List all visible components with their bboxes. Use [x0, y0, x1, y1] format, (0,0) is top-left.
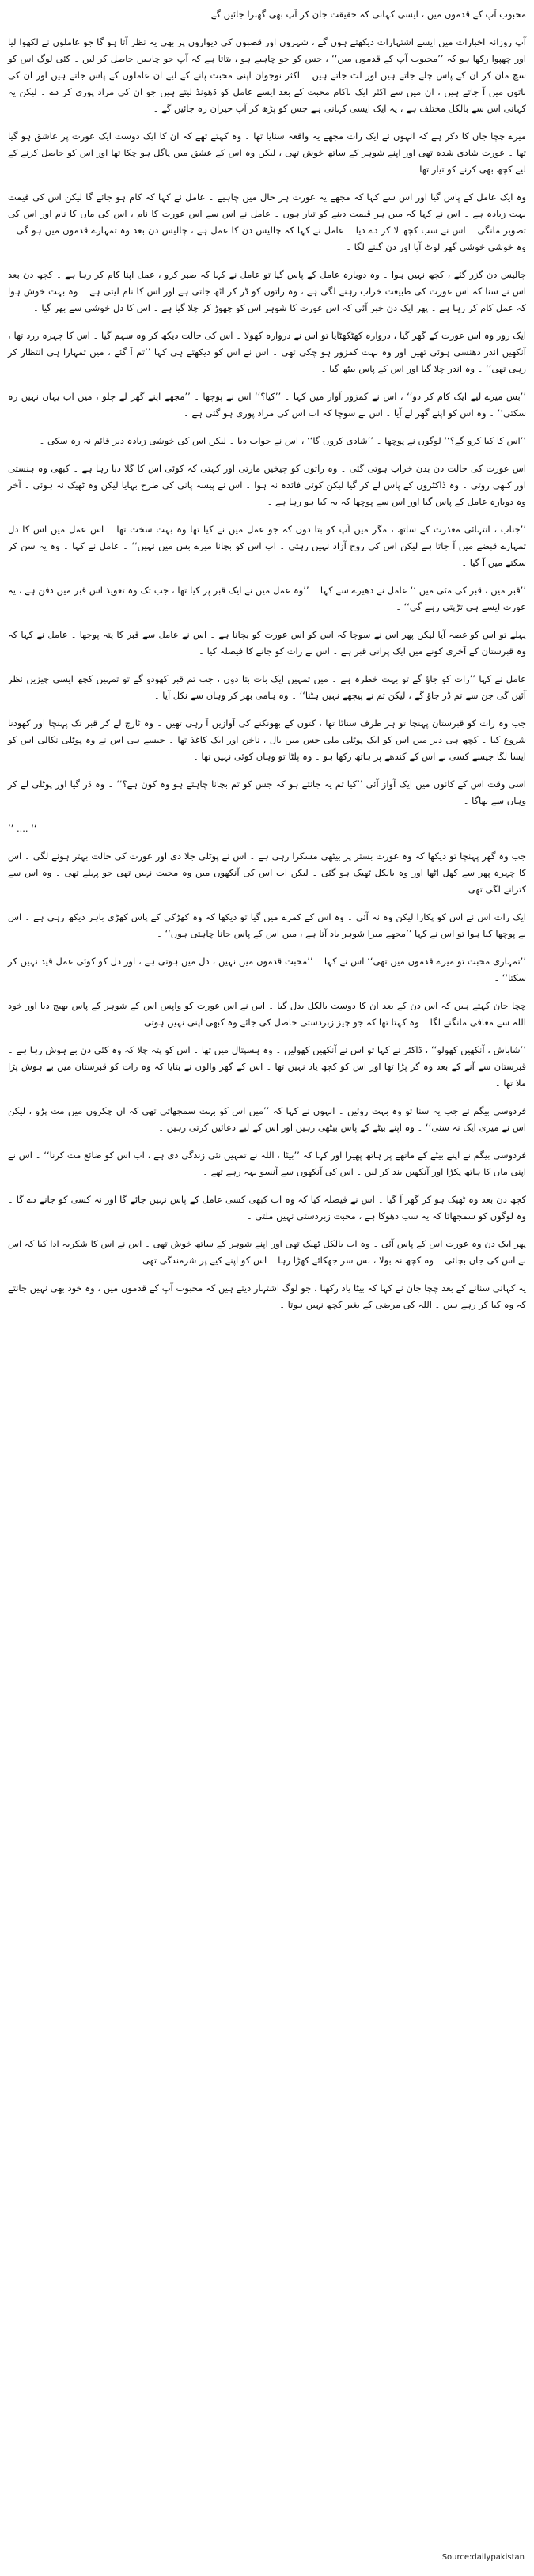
headline: محبوب آپ کے قدموں میں ، ایسی کہانی کہ حقیقت جان کر آپ بھی گھبرا جائیں گے — [210, 9, 526, 20]
source-credit: Source:dailypakistan — [441, 2553, 525, 2562]
paragraph: ’’بس میرے لیے ایک کام کر دو‘‘ ، اس نے کمزور آواز میں کہا ۔ ’’کیا؟‘‘ اس نے پوچھا ۔ ’’مجھے اپنے گھر لے چلو ، میں اب یہاں نہیں رہ سکتی‘‘ ۔ وہ اس کو اپنے گھر لے آیا ۔ اس نے سوچا کہ اب اس کی مراد پوری ہو گئی ہے ۔ — [8, 391, 526, 419]
paragraph: ’’تمہاری محبت تو میرے قدموں میں تھی‘‘ اس نے کہا ۔ ’’محبت قدموں میں نہیں ، دل میں ہوتی ہے ، اور دل کو کوئی عمل قید نہیں کر سکتا‘‘ ۔ — [8, 956, 526, 983]
paragraph: اس عورت کی حالت دن بدن خراب ہوتی گئی ۔ وہ راتوں کو چیخیں مارتی اور کہتی کہ کوئی اس کا گلا دبا رہا ہے ۔ کبھی وہ ہنستی اور کبھی روتی ۔ وہ ڈاکٹروں کے پاس لے کر گیا لیکن کوئی فائدہ نہ ہوا ۔ اس نے پیسہ پانی کی طرح بہایا لیکن وہ ٹھیک نہ ہوئی ۔ آخر وہ دوبارہ عامل کے پاس گیا اور اس سے پوچھا کہ یہ کیا ہو رہا ہے ۔ — [8, 463, 526, 507]
paragraph: عامل نے کہا ’’رات کو جاؤ گے تو بہت خطرہ ہے ۔ میں تمہیں ایک بات بتا دوں ، جب تم قبر کھودو گے تو تمہیں کچھ ایسی چیزیں نظر آئیں گی جن سے تم ڈر جاؤ گے ، لیکن تم نے پیچھے نہیں ہٹنا‘‘ ۔ وہ ہامی بھر کر وہاں سے نکل آیا ۔ — [8, 673, 526, 701]
paragraph: ’’جناب ، انتہائی معذرت کے ساتھ ، مگر میں آپ کو بتا دوں کہ جو عمل میں نے کیا تھا وہ بہت سخت تھا ۔ اس عمل میں اس کا دل تمہارے قبضے میں آ جاتا ہے لیکن اس کی روح آزاد نہیں رہتی ۔ اب اس کو بچانا میرے بس میں نہیں‘‘ ۔ عامل نے کہا ۔ وہ یہ سن کر سکتے میں آ گیا ۔ — [8, 524, 526, 568]
paragraph: ’’اس کا کیا کرو گے؟‘‘ لوگوں نے پوچھا ۔ ’’شادی کروں گا‘‘ ، اس نے جواب دیا ۔ لیکن اس کی خوشی زیادہ دیر قائم نہ رہ سکی ۔ — [39, 435, 526, 446]
paragraph: اسی وقت اس کے کانوں میں ایک آواز آئی ’’کیا تم یہ جانتے ہو کہ جس کو تم بچانا چاہتے ہو وہ کون ہے؟‘‘ ۔ وہ ڈر گیا اور پوٹلی لے کر وہاں سے بھاگا ۔ — [8, 778, 526, 806]
paragraph: آپ روزانہ اخبارات میں ایسے اشتہارات دیکھتے ہوں گے ، شہروں اور قصبوں کی دیواروں پر بھی یہ نظر آتا ہو گا جو عاملوں نے لکھوا لیا اور چھپوا رکھا ہو کہ ’’محبوب آپ کے قدموں میں‘‘ ، جس کو جو چاہیے ہو ، بتاتا ہے کہ آپ جو چاہیں حاصل کر لیں ۔ کئی لوگ اس کو سچ مان کر ان کے پاس چلے جاتے ہیں اور لٹ جاتے ہیں ۔ اکثر نوجوان اپنی محبت پانے کے لیے ان عاملوں کے پاس جاتے ہیں اور ان کی باتوں میں آ جاتے ہیں ، ان میں سے اکثر ایک ناکام محبت کے بعد ایسے عامل کو ڈھونڈ لیتے ہیں جو ان کی مراد پوری کر دے ۔ لیکن یہ کہانی اس سے بالکل مختلف ہے ، یہ ایک ایسی کہانی ہے جس کو پڑھ کر آپ حیران رہ جائیں گے ۔ — [8, 36, 526, 114]
paragraph: کچھ دن بعد وہ ٹھیک ہو کر گھر آ گیا ۔ اس نے فیصلہ کیا کہ وہ اب کبھی کسی عامل کے پاس نہیں جائے گا اور نہ کسی کو جانے دے گا ۔ وہ لوگوں کو سمجھاتا کہ یہ سب دھوکا ہے ، محبت زبردستی نہیں ملتی ۔ — [8, 1194, 526, 1222]
paragraph: ایک رات اس نے اس کو پکارا لیکن وہ نہ آئی ۔ وہ اس کے کمرے میں گیا تو دیکھا کہ وہ کھڑکی کے پاس کھڑی باہر دیکھ رہی ہے ۔ اس نے پوچھا کیا ہوا تو اس نے کہا ’’مجھے میرا شوہر یاد آتا ہے ، میں اس کے پاس جانا چاہتی ہوں‘‘ ۔ — [8, 911, 526, 939]
paragraph: پہلے تو اس کو غصہ آیا لیکن پھر اس نے سوچا کہ اس کو اس عورت کو بچانا ہے ۔ اس نے عامل سے قبر کا پتہ پوچھا ۔ عامل نے کہا کہ وہ قبرستان کے آخری کونے میں ایک پرانی قبر ہے ۔ اس نے رات کو جانے کا فیصلہ کیا ۔ — [8, 629, 526, 657]
paragraph: پھر ایک دن وہ عورت اس کے پاس آئی ۔ وہ اب بالکل ٹھیک تھی اور اپنے شوہر کے ساتھ خوش تھی ۔ اس نے اس کا شکریہ ادا کیا کہ اس نے اس کی جان بچائی ۔ وہ کچھ نہ بولا ، بس سر جھکائے کھڑا رہا ۔ اس کو اپنے کیے پر شرمندگی تھی ۔ — [8, 1238, 526, 1266]
paragraph: میرے چچا جان کا ذکر ہے کہ انہوں نے ایک رات مجھے یہ واقعہ سنایا تھا ۔ وہ کہتے تھے کہ ان کا ایک دوست ایک عورت پر عاشق ہو گیا تھا ۔ عورت شادی شدہ تھی اور اپنے شوہر کے ساتھ خوش تھی ، لیکن وہ اس کے عشق میں پاگل ہو چکا تھا اور اس کو حاصل کرنے کے لیے کچھ بھی کرنے کو تیار تھا ۔ — [8, 131, 526, 175]
paragraph: ’’شاباش ، آنکھیں کھولو‘‘ ، ڈاکٹر نے کہا تو اس نے آنکھیں کھولیں ۔ وہ ہسپتال میں تھا ۔ اس کو پتہ چلا کہ وہ کئی دن بے ہوش رہا ہے ۔ قبرستان سے آنے کے بعد وہ گر پڑا تھا اور اس کو کچھ یاد نہیں تھا ۔ اس کے گھر والوں نے بتایا کہ وہ رات کو قبرستان میں بے ہوش پڑا ملا تھا ۔ — [8, 1044, 526, 1089]
paragraph: ایک روز وہ اس عورت کے گھر گیا ، دروازہ کھٹکھٹایا تو اس نے دروازہ کھولا ۔ اس کی حالت دیکھ کر وہ سہم گیا ۔ اس کا چہرہ زرد تھا ، آنکھیں اندر دھنسی ہوئی تھیں اور وہ بہت کمزور ہو چکی تھی ۔ اس نے اس کو دیکھتے ہی کہا ’’تم آ گئے ، میں تمہارا ہی انتظار کر رہی تھی‘‘ ۔ وہ اندر چلا گیا اور اس کے پاس بیٹھ گیا ۔ — [8, 330, 526, 374]
paragraph: فردوسی بیگم نے اپنے بیٹے کے ماتھے پر ہاتھ پھیرا اور کہا کہ ’’بیٹا ، اللہ نے تمہیں نئی زندگی دی ہے ، اب اس کو ضائع مت کرنا‘‘ ۔ اس نے اپنی ماں کا ہاتھ پکڑا اور آنکھیں بند کر لیں ۔ اس کی آنکھوں سے آنسو بہہ رہے تھے ۔ — [8, 1150, 526, 1177]
article-body — [8, 6, 526, 1313]
paragraph: جب وہ گھر پہنچا تو دیکھا کہ وہ عورت بستر پر بیٹھی مسکرا رہی ہے ۔ اس نے پوٹلی جلا دی اور عورت کی حالت بہتر ہونے لگی ۔ اس کا چہرہ پھر سے کھل اٹھا اور وہ بالکل ٹھیک ہو گئی ۔ لیکن اب اس کی آنکھوں میں وہ محبت نہیں تھی جو پہلے تھی ۔ وہ اس سے کترانے لگی تھی ۔ — [8, 850, 526, 895]
paragraph: جب وہ رات کو قبرستان پہنچا تو ہر طرف سناٹا تھا ، کتوں کے بھونکنے کی آوازیں آ رہی تھیں ۔ وہ ٹارچ لے کر قبر تک پہنچا اور کھودنا شروع کیا ۔ کچھ ہی دیر میں اس کو ایک پوٹلی ملی جس میں بال ، ناخن اور ایک کاغذ تھا ۔ جیسے ہی اس نے وہ پوٹلی نکالی اس کو ایسا لگا جیسے کسی نے اس کے کندھے پر ہاتھ رکھا ہو ۔ وہ پلٹا تو وہاں کوئی نہیں تھا ۔ — [8, 718, 526, 762]
paragraph: چچا جان کہتے ہیں کہ اس دن کے بعد ان کا دوست بالکل بدل گیا ۔ اس نے اس عورت کو واپس اس کے شوہر کے پاس بھیج دیا اور خود اللہ سے معافی مانگنے لگا ۔ وہ کہتا تھا کہ جو چیز زبردستی حاصل کی جائے وہ کبھی اپنی نہیں ہوتی ۔ — [8, 1000, 526, 1028]
paragraph: یہ کہانی سنانے کے بعد چچا جان نے کہا کہ بیٹا یاد رکھنا ، جو لوگ اشتہار دیتے ہیں کہ محبوب آپ کے قدموں میں ، وہ خود بھی نہیں جانتے کہ وہ کیا کر رہے ہیں ۔ اللہ کی مرضی کے بغیر کچھ نہیں ہوتا ۔ — [8, 1282, 526, 1310]
paragraph: فردوسی بیگم نے جب یہ سنا تو وہ بہت روئیں ۔ انہوں نے کہا کہ ’’میں اس کو بہت سمجھاتی تھی کہ ان چکروں میں مت پڑو ، لیکن اس نے میری ایک نہ سنی‘‘ ۔ وہ اپنے بیٹے کے پاس بیٹھی رہیں اور اس کے لیے دعائیں کرتی رہیں ۔ — [8, 1105, 526, 1133]
paragraph: ’’قبر میں ، قبر کی مٹی میں ‘‘ عامل نے دھیرے سے کہا ۔ ’’وہ عمل میں نے ایک قبر پر کیا تھا ، جب تک وہ تعویذ اس قبر میں دفن ہے ، یہ عورت ایسے ہی تڑپتی رہے گی‘‘ ۔ — [8, 585, 526, 612]
paragraph: چالیس دن گزر گئے ، کچھ نہیں ہوا ۔ وہ دوبارہ عامل کے پاس گیا تو عامل نے کہا کہ صبر کرو ، عمل اپنا کام کر رہا ہے ۔ کچھ دن بعد اس نے سنا کہ اس عورت کی طبیعت خراب رہنے لگی ہے ، وہ راتوں کو ڈر کر اٹھ جاتی ہے اور اس کا نام لیتی ہے ۔ وہ بہت خوش ہوا کہ عمل کام کر رہا ہے ۔ پھر ایک دن خبر آئی کہ اس عورت کا شوہر اس کو چھوڑ کر چلا گیا ہے ۔ اس کا دل خوشی سے بھر گیا ۔ — [8, 269, 526, 313]
paragraph: وہ ایک عامل کے پاس گیا اور اس سے کہا کہ مجھے یہ عورت ہر حال میں چاہیے ۔ عامل نے کہا کہ کام ہو جائے گا لیکن اس کی قیمت بہت زیادہ ہے ۔ اس نے کہا کہ میں ہر قیمت دینے کو تیار ہوں ۔ عامل نے اس سے اس عورت کا نام ، اس کی ماں کا نام اور اس کی تصویر مانگی ۔ اس نے سب کچھ لا کر دے دیا ۔ عامل نے کہا کہ چالیس دن کا عمل ہے ، چالیس دن بعد وہ تمہارے قدموں میں ہو گی ۔ وہ خوشی خوشی گھر لوٹ آیا اور دن گننے لگا ۔ — [8, 191, 526, 252]
paragraph: ’’ .... ‘‘ — [8, 823, 37, 834]
